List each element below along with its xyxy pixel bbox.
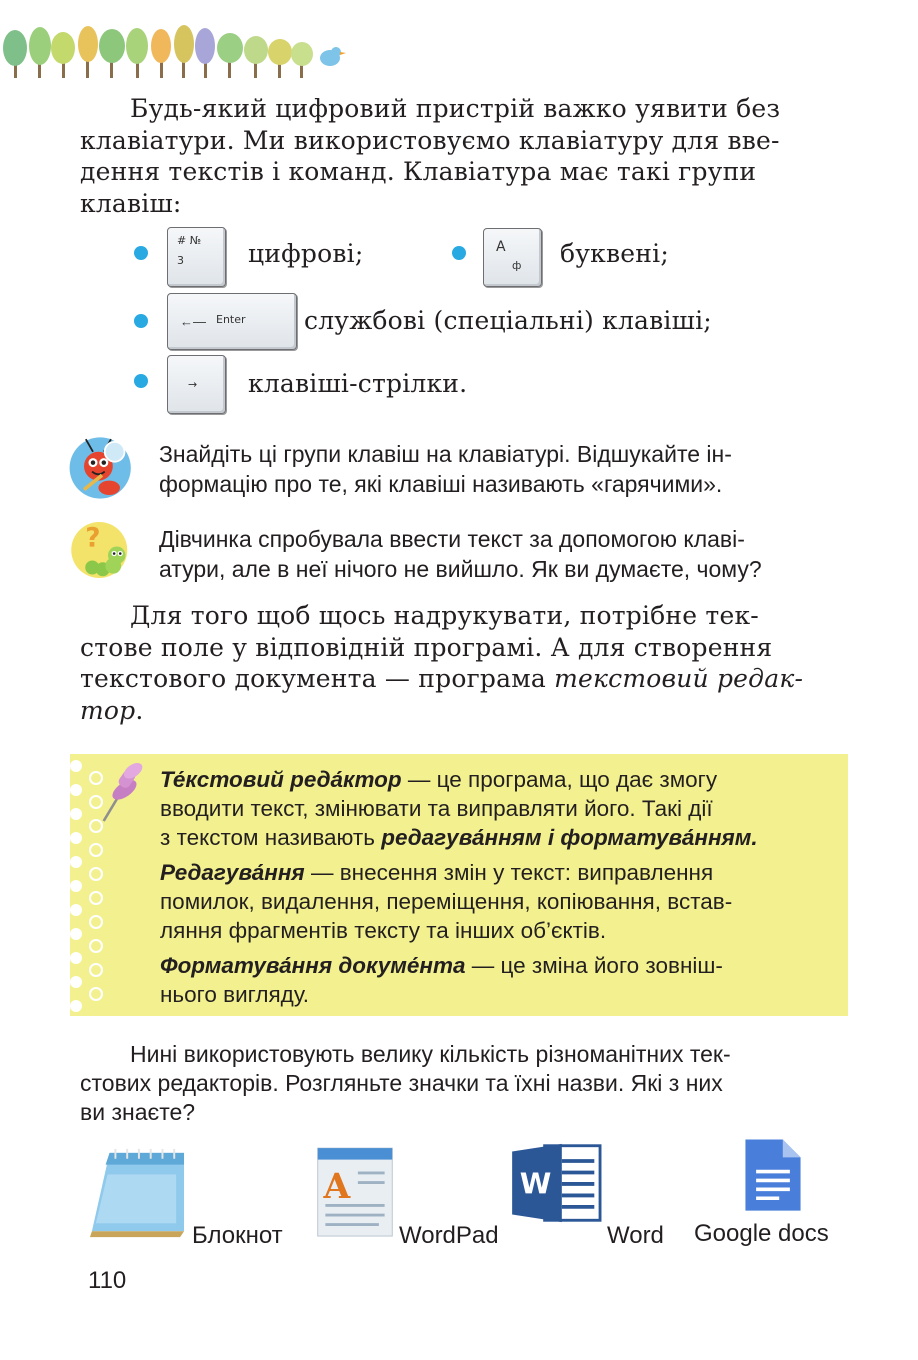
svg-text:?: ?	[85, 523, 101, 554]
definition-text-part: — внесення змін у текст: виправлення	[304, 860, 714, 885]
task-find-line: формацію про те, які клавіші називають «гарячими».	[159, 471, 723, 497]
term-editing-formatting: редагува́нням і форматува́нням.	[381, 825, 758, 850]
digit-key-icon	[167, 227, 226, 287]
definition-text-part: — це зміна його зовніш-	[465, 953, 723, 978]
definition-line	[160, 765, 832, 794]
editor-paragraph-text: текстового документа — програма	[80, 664, 555, 693]
definition-line	[160, 858, 832, 887]
term-text-editor: Те́кстовий реда́ктор	[160, 767, 402, 792]
task-find-line: Знайдіть ці групи клавіш на клавіатурі. Відшукайте ін-	[159, 441, 732, 467]
digit-key-top: # №	[177, 234, 202, 247]
definition-text	[160, 765, 832, 1009]
editors-intro	[80, 1040, 731, 1127]
definition-line: вводити текст, змінювати та виправляти його. Такі дії	[160, 796, 713, 821]
task-question-line: Дівчинка спробувала ввести текст за допомогою клаві-	[159, 526, 745, 552]
wordpad-label: WordPad	[399, 1222, 499, 1249]
letter-key-bottom: ф	[512, 259, 522, 272]
editors-intro-line: ви знаєте?	[80, 1099, 196, 1125]
notepad-icon	[82, 1145, 190, 1243]
trees-decoration	[0, 18, 350, 88]
digits-label: цифрові;	[248, 239, 364, 268]
ant-task-icon	[62, 432, 142, 504]
enter-key-icon	[167, 293, 297, 350]
enter-key-text: Enter	[216, 313, 246, 326]
intro-paragraph	[80, 93, 846, 219]
arrows-label: клавіші-стрілки.	[248, 369, 468, 398]
editor-paragraph-line: Для того щоб щось надрукувати, потрібне тек-	[130, 601, 759, 630]
term-formatting: Форматува́ння докуме́нта	[160, 953, 466, 978]
google-docs-label: Google docs	[694, 1220, 829, 1247]
editor-paragraph-line	[80, 663, 846, 695]
task-question-line: атури, але в неї нічого не вийшло. Як ви думаєте, чому?	[159, 556, 762, 582]
editor-paragraph-period: .	[135, 695, 144, 725]
editor-paragraph-line	[80, 695, 846, 727]
bullet-service	[134, 314, 148, 328]
page-number: 110	[88, 1267, 127, 1294]
arrow-key-text: →	[188, 378, 198, 391]
intro-line: клавіш:	[80, 188, 182, 218]
word-label: Word	[607, 1222, 664, 1249]
editors-intro-line: Нині використовують велику кількість різноманітних тек-	[130, 1041, 731, 1067]
wordpad-icon	[312, 1145, 398, 1243]
enter-arrow-icon: ←—	[180, 314, 206, 329]
question-task-icon	[62, 515, 140, 585]
definition-text-part: — це програма, що дає змогу	[401, 767, 718, 792]
word-letter: W	[519, 1166, 552, 1201]
definition-line	[160, 951, 832, 980]
digit-key-bottom: 3	[177, 254, 184, 267]
letters-label: буквені;	[560, 239, 669, 268]
letter-key-icon	[483, 228, 542, 287]
bullet-letters	[452, 246, 466, 260]
editor-term-italic: текстовий редак-	[554, 664, 804, 693]
definition-line: нього вигляду.	[160, 982, 310, 1007]
task-find	[159, 439, 732, 499]
google-docs-icon	[741, 1136, 805, 1216]
task-question	[159, 524, 762, 584]
word-icon	[510, 1140, 606, 1226]
editor-paragraph-line: стове поле у відповідній програмі. А для створення	[80, 632, 773, 662]
definition-box-right-edge	[842, 754, 852, 1016]
arrow-key-icon	[167, 355, 226, 414]
letter-key-top: А	[496, 239, 506, 255]
definition-line: помилок, видалення, переміщення, копіювання, встав-	[160, 889, 733, 914]
notepad-label: Блокнот	[192, 1222, 283, 1249]
bullet-arrows	[134, 374, 148, 388]
definition-line	[160, 823, 832, 852]
term-editing: Редагува́ння	[160, 860, 305, 885]
intro-line: дення текстів і команд. Клавіатура має такі групи	[80, 157, 757, 186]
definition-text-part: з текстом називають	[160, 825, 382, 850]
svg-text:A: A	[323, 1166, 351, 1207]
bullet-digits	[134, 246, 148, 260]
intro-line: клавіатури. Ми використовуємо клавіатуру для вве-	[80, 125, 780, 155]
pushpin-icon	[95, 760, 147, 830]
editor-term-italic-end: тор	[80, 695, 136, 725]
definition-line: ляння фрагментів тексту та інших об’єктів.	[160, 918, 607, 943]
editors-intro-line: стових редакторів. Розгляньте значки та їхні назви. Які з них	[80, 1070, 723, 1096]
intro-line: Будь-який цифровий пристрій важко уявити без	[130, 94, 781, 123]
service-label: службові (спеціальні) клавіші;	[304, 306, 712, 335]
editor-paragraph	[80, 600, 846, 726]
